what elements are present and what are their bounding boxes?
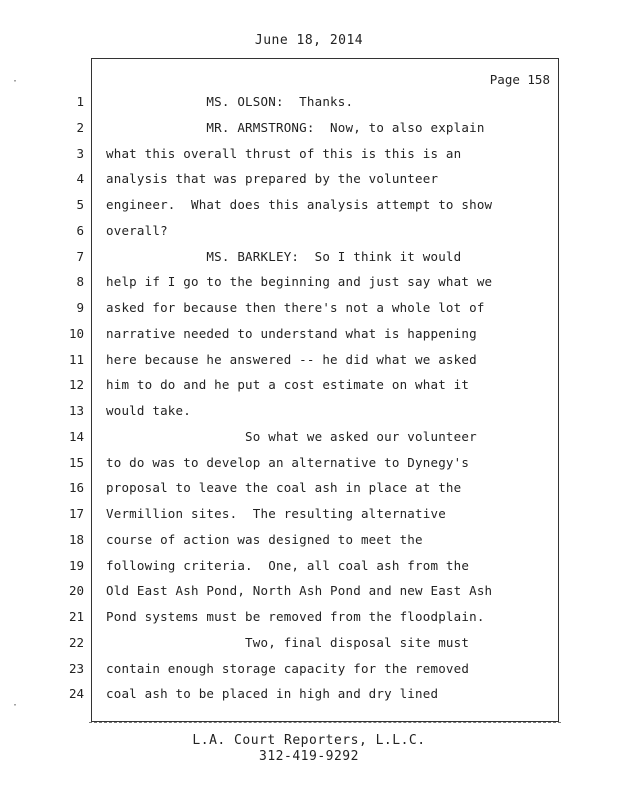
line-number: 1 [76,94,84,109]
line-number: 9 [76,300,84,315]
transcript-line: help if I go to the beginning and just say what we [106,274,493,290]
transcript-line: Old East Ash Pond, North Ash Pond and new East Ash [106,583,493,599]
line-number: 18 [68,531,84,547]
transcript-line: engineer. What does this analysis attempt to show [106,197,493,212]
reporter-phone: 312-419-9292 [259,749,359,764]
transcript-line: him to do and he put a cost estimate on what it [106,377,470,393]
scan-speck: · [12,700,19,711]
transcript-line: Vermillion sites. The resulting alternative [106,506,446,521]
transcript-line: following criteria. One, all coal ash from the [106,557,470,573]
transcript-line: MS. BARKLEY: So I think it would [106,248,462,264]
transcript-line: Pond systems must be removed from the floodplain. [106,609,485,624]
line-number: 3 [76,145,84,161]
line-number: 15 [68,454,84,470]
line-number: 20 [68,583,84,599]
line-number: 21 [68,609,84,624]
line-number: 8 [76,274,84,290]
transcript-line: here because he answered -- he did what we asked [106,351,477,367]
line-number: 2 [76,119,84,135]
line-number: 16 [68,480,84,496]
line-number: 13 [68,403,84,418]
line-number: 4 [76,171,84,187]
line-number: 12 [68,377,84,393]
line-number: 6 [76,222,84,238]
line-number: 23 [68,660,84,676]
transcript-line: overall? [106,222,168,238]
line-number: 10 [68,325,84,341]
transcript-date: June 18, 2014 [254,33,364,48]
line-number: 14 [68,428,84,444]
line-number: 5 [76,197,84,212]
transcript-line: analysis that was prepared by the volunteer [106,171,439,187]
line-number: 19 [68,557,84,573]
transcript-line: Two, final disposal site must [106,634,470,650]
transcript-line: narrative needed to understand what is happening [106,325,477,341]
transcript-line: would take. [106,403,191,418]
reporter-company: L.A. Court Reporters, L.L.C. [192,733,426,748]
transcript-line: So what we asked our volunteer [106,428,477,444]
transcript-line: course of action was designed to meet the [106,531,423,547]
line-number: 7 [76,248,84,264]
line-number: 11 [68,351,84,367]
transcript-line: coal ash to be placed in high and dry lined [106,686,439,702]
transcript-line: MS. OLSON: Thanks. [106,94,354,109]
line-number: 24 [68,686,84,702]
line-number: 17 [68,506,84,521]
transcript-line: MR. ARMSTRONG: Now, to also explain [106,119,485,135]
frame-bottom-rule [89,722,561,723]
transcript-line: contain enough storage capacity for the removed [106,660,470,676]
transcript-line: what this overall thrust of this is this is an [106,145,462,161]
transcript-line: asked for because then there's not a whole lot of [106,300,485,315]
page-number: Page 158 [489,72,550,87]
transcript-line: proposal to leave the coal ash in place at the [106,480,462,496]
line-number: 22 [68,634,84,650]
transcript-line: to do was to develop an alternative to Dynegy's [106,454,470,470]
scan-speck: · [12,76,19,87]
